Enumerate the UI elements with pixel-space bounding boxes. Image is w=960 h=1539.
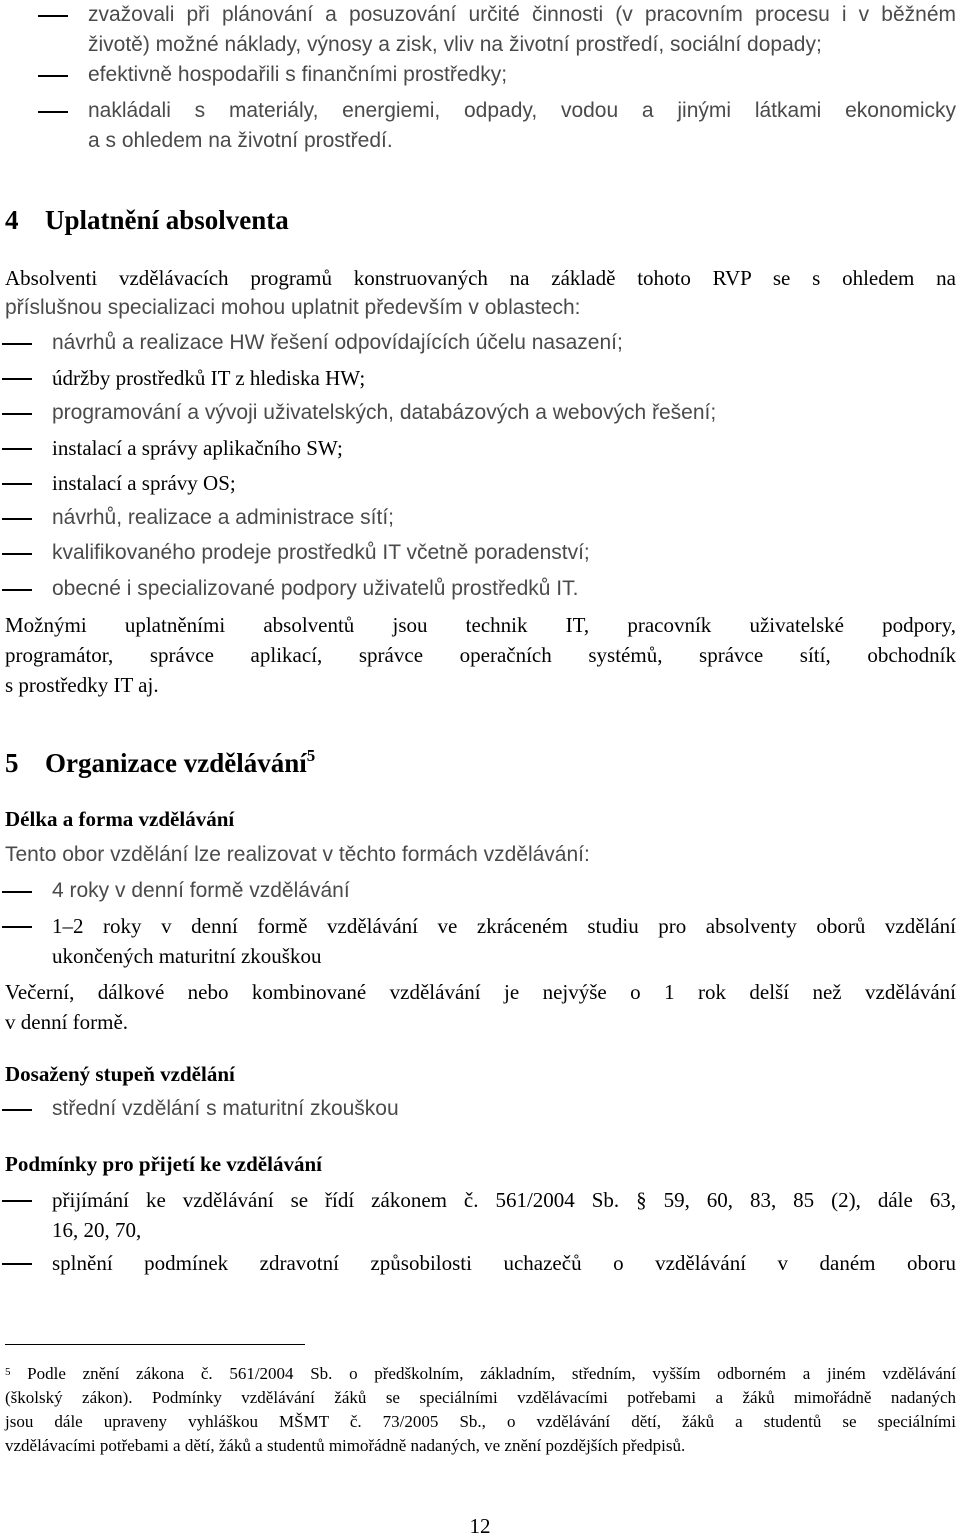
paragraph-line: programátor, správce aplikací, správce operačních systémů, správce sítí, obchodník xyxy=(5,643,956,667)
section-number: 4 xyxy=(5,205,19,235)
dash-bullet xyxy=(2,413,32,415)
dash-bullet xyxy=(2,518,32,520)
list-item-text: nakládali s materiály, energiemi, odpady, vodou a jinými látkami ekonomicky xyxy=(88,99,956,122)
list-item-text: 1–2 roky v denní formě vzdělávání ve zkráceném studiu pro absolventy oborů vzdělání xyxy=(52,914,956,938)
footnote-text: Podle znění zákona č. 561/2004 Sb. o předškolním, základním, středním, vyšším odborném a jiném vzdělávání xyxy=(27,1364,956,1383)
dash-bullet xyxy=(2,343,32,345)
paragraph xyxy=(5,263,956,323)
section-title: Organizace vzdělávání xyxy=(45,748,307,778)
footnote-ref: 5 xyxy=(306,746,316,765)
list-item-text: instalací a správy OS; xyxy=(52,471,236,495)
paragraph-line: Možnými uplatněními absolventů jsou technik IT, pracovník uživatelské podpory, xyxy=(5,613,956,637)
dash-bullet xyxy=(2,378,32,380)
list-item-text: 16, 20, 70, xyxy=(52,1218,142,1242)
footnote-text: (školský zákon). Podmínky vzdělávání žáků se speciálními vzdělávacími potřebami a žáků mimořádně nadaných xyxy=(5,1388,956,1407)
list-item-text: efektivně hospodařili s finančními prostředky; xyxy=(88,63,508,86)
footnote-text: vzdělávacími potřebami a dětí, žáků a studentů mimořádně nadaných, ve znění pozdějších předpisů. xyxy=(5,1436,686,1455)
list-item-text: přijímání ke vzdělávání se řídí zákonem č. 561/2004 Sb. § 59, 60, 83, 85 (2), dále 63, xyxy=(52,1188,956,1212)
dash-bullet xyxy=(2,891,32,893)
dash-bullet xyxy=(2,1263,32,1265)
list-item-text: programování a vývoji uživatelských, databázových a webových řešení; xyxy=(52,401,717,424)
footnote xyxy=(5,1362,956,1458)
dash-bullet xyxy=(38,15,68,17)
list-item-text: životě) možné náklady, výnosy a zisk, vliv na životní prostředí, sociální dopady; xyxy=(88,33,822,56)
section-number: 5 xyxy=(5,748,19,778)
list-item-text: splnění podmínek zdravotní způsobilosti uchazečů o vzdělávání v daném oboru xyxy=(52,1251,956,1275)
paragraph-line: Absolventi vzdělávacích programů konstruovaných na základě tohoto RVP se s ohledem na xyxy=(5,266,956,290)
footnote-separator xyxy=(5,1344,305,1345)
list-item-text: návrhů, realizace a administrace sítí; xyxy=(52,506,394,529)
page-number: 12 xyxy=(469,1514,491,1538)
paragraph-line: příslušnou specializaci mohou uplatnit především v oblastech: xyxy=(5,296,581,319)
dash-bullet xyxy=(2,553,32,555)
dash-bullet xyxy=(38,111,68,113)
list-item-text: obecné i specializované podpory uživatelů prostředků IT. xyxy=(52,577,579,600)
paragraph-line: v denní formě. xyxy=(5,1010,129,1034)
section-heading xyxy=(5,748,315,779)
dash-bullet xyxy=(38,75,68,77)
paragraph xyxy=(5,840,956,870)
list-item-text: zvažovali při plánování a posuzování určité činnosti (v pracovním procesu i v běžném xyxy=(88,3,956,26)
dash-bullet xyxy=(2,589,32,591)
paragraph-line: s prostředky IT aj. xyxy=(5,673,159,697)
list-item-text: a s ohledem na životní prostředí. xyxy=(88,129,393,152)
list-item-text: údržby prostředků IT z hlediska HW; xyxy=(52,366,366,390)
paragraph-line: Večerní, dálkové nebo kombinované vzdělávání je nejvýše o 1 rok delší než vzdělávání xyxy=(5,980,956,1004)
dash-bullet xyxy=(2,448,32,450)
list-item-text: ukončených maturitní zkouškou xyxy=(52,944,322,968)
dash-bullet xyxy=(2,483,32,485)
paragraph xyxy=(5,977,956,1037)
paragraph xyxy=(5,610,956,700)
list-item-text: střední vzdělání s maturitní zkouškou xyxy=(52,1097,399,1120)
subheading: Podmínky pro přijetí ke vzdělávání xyxy=(5,1152,322,1176)
list-item-text: 4 roky v denní formě vzdělávání xyxy=(52,879,350,902)
section-title: Uplatnění absolventa xyxy=(45,205,289,235)
footnote-number: 5 xyxy=(5,1366,11,1378)
list-item-text: návrhů a realizace HW řešení odpovídajících účelu nasazení; xyxy=(52,331,623,354)
paragraph-line: Tento obor vzdělání lze realizovat v těchto formách vzdělávání: xyxy=(5,843,590,866)
subheading: Délka a forma vzdělávání xyxy=(5,807,235,831)
list-item-text: kvalifikovaného prodeje prostředků IT včetně poradenství; xyxy=(52,541,590,564)
section-heading xyxy=(5,205,289,236)
footnote-text: jsou dále upraveny vyhláškou MŠMT č. 73/2005 Sb., o vzdělávání dětí, žáků a studentů se speciálními xyxy=(5,1412,956,1431)
dash-bullet xyxy=(2,1109,32,1111)
subheading: Dosažený stupeň vzdělání xyxy=(5,1062,235,1086)
list-item-text: instalací a správy aplikačního SW; xyxy=(52,436,343,460)
dash-bullet xyxy=(2,926,32,928)
dash-bullet xyxy=(2,1200,32,1202)
